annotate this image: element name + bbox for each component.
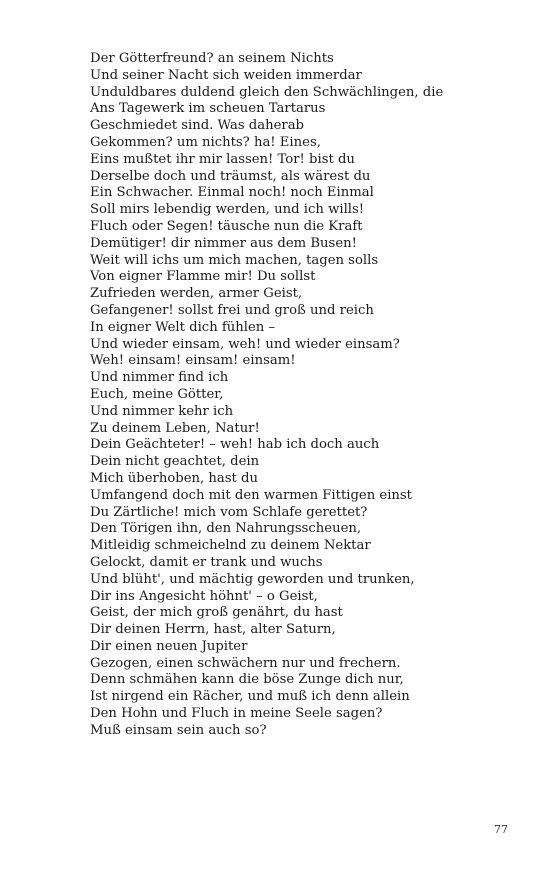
poem-line: Eins mußtet ihr mir lassen! Tor! bist du bbox=[90, 151, 355, 167]
poem-line: Zu deinem Leben, Natur! bbox=[90, 420, 260, 436]
poem-line: Mitleidig schmeichelnd zu deinem Nektar bbox=[90, 538, 371, 554]
poem-line: Mich überhoben, hast du bbox=[90, 470, 258, 486]
poem-line: Unduldbares duldend gleich den Schwächlingen, die bbox=[90, 84, 444, 100]
poem-line: Zufrieden werden, armer Geist, bbox=[90, 286, 303, 302]
poem-line: Euch, meine Götter, bbox=[90, 386, 224, 402]
poem-line: Von eigner Flamme mir! Du sollst bbox=[90, 269, 316, 285]
poem-text bbox=[90, 51, 443, 740]
poem-line: Der Götterfreund? an seinem Nichts bbox=[90, 51, 334, 66]
poem-line: Ans Tagewerk im scheuen Tartarus bbox=[90, 101, 326, 117]
poem-line: Dein nicht geachtet, dein bbox=[90, 454, 260, 470]
poem-line: Demütiger! dir nimmer aus dem Busen! bbox=[90, 235, 357, 251]
poem-line: Geschmiedet sind. Was daherab bbox=[90, 118, 304, 134]
poem-line: In eigner Welt dich fühlen – bbox=[90, 319, 276, 335]
poem-line: Weit will ichs um mich machen, tagen solls bbox=[90, 252, 379, 268]
page-number: 77 bbox=[494, 823, 508, 836]
poem-line: Dein Geächteter! – weh! hab ich doch auch bbox=[90, 437, 380, 453]
poem-line: Geist, der mich groß genährt, du hast bbox=[90, 605, 343, 621]
poem-line: Soll mirs lebendig werden, und ich wills! bbox=[90, 202, 365, 218]
poem-line: Und nimmer kehr ich bbox=[90, 403, 234, 419]
poem-line: Und wieder einsam, weh! und wieder einsam? bbox=[90, 336, 400, 352]
poem-line: Umfangend doch mit den warmen Fittigen einst bbox=[90, 487, 412, 503]
poem-line: Ein Schwacher. Einmal noch! noch Einmal bbox=[90, 185, 374, 201]
poem-line: Weh! einsam! einsam! einsam! bbox=[90, 353, 296, 369]
poem-line: Gelockt, damit er trank und wuchs bbox=[90, 554, 323, 570]
poem-line: Fluch oder Segen! täusche nun die Kraft bbox=[90, 218, 363, 234]
poem-line: Dir deinen Herrn, hast, alter Saturn, bbox=[90, 622, 336, 638]
poem-line: Dir einen neuen Jupiter bbox=[90, 638, 248, 654]
poem-line: Gekommen? um nichts? ha! Eines, bbox=[90, 134, 321, 150]
poem-line: Den Törigen ihn, den Nahrungsscheuen, bbox=[90, 521, 362, 537]
poem-line: Und blüht', und mächtig geworden und trunken, bbox=[90, 571, 415, 587]
poem-line: Den Hohn und Fluch in meine Seele sagen? bbox=[90, 706, 383, 722]
poem-line: Muß einsam sein auch so? bbox=[90, 722, 267, 738]
poem-line: Ist nirgend ein Rächer, und muß ich denn allein bbox=[90, 689, 410, 705]
poem-line: Dir ins Angesicht höhnt' – o Geist, bbox=[90, 588, 318, 604]
poem-line: Derselbe doch und träumst, als wärest du bbox=[90, 168, 371, 184]
poem-line: Du Zärtliche! mich vom Schlafe gerettet? bbox=[90, 504, 368, 520]
poem-line: Und seiner Nacht sich weiden immerdar bbox=[90, 67, 362, 83]
poem-line: Gefangener! sollst frei und groß und reich bbox=[90, 302, 374, 318]
poem-line: Denn schmähen kann die böse Zunge dich nur, bbox=[90, 672, 404, 688]
poem-line: Gezogen, einen schwächern nur und frechern. bbox=[90, 655, 401, 671]
poem-line: Und nimmer find ich bbox=[90, 370, 229, 386]
